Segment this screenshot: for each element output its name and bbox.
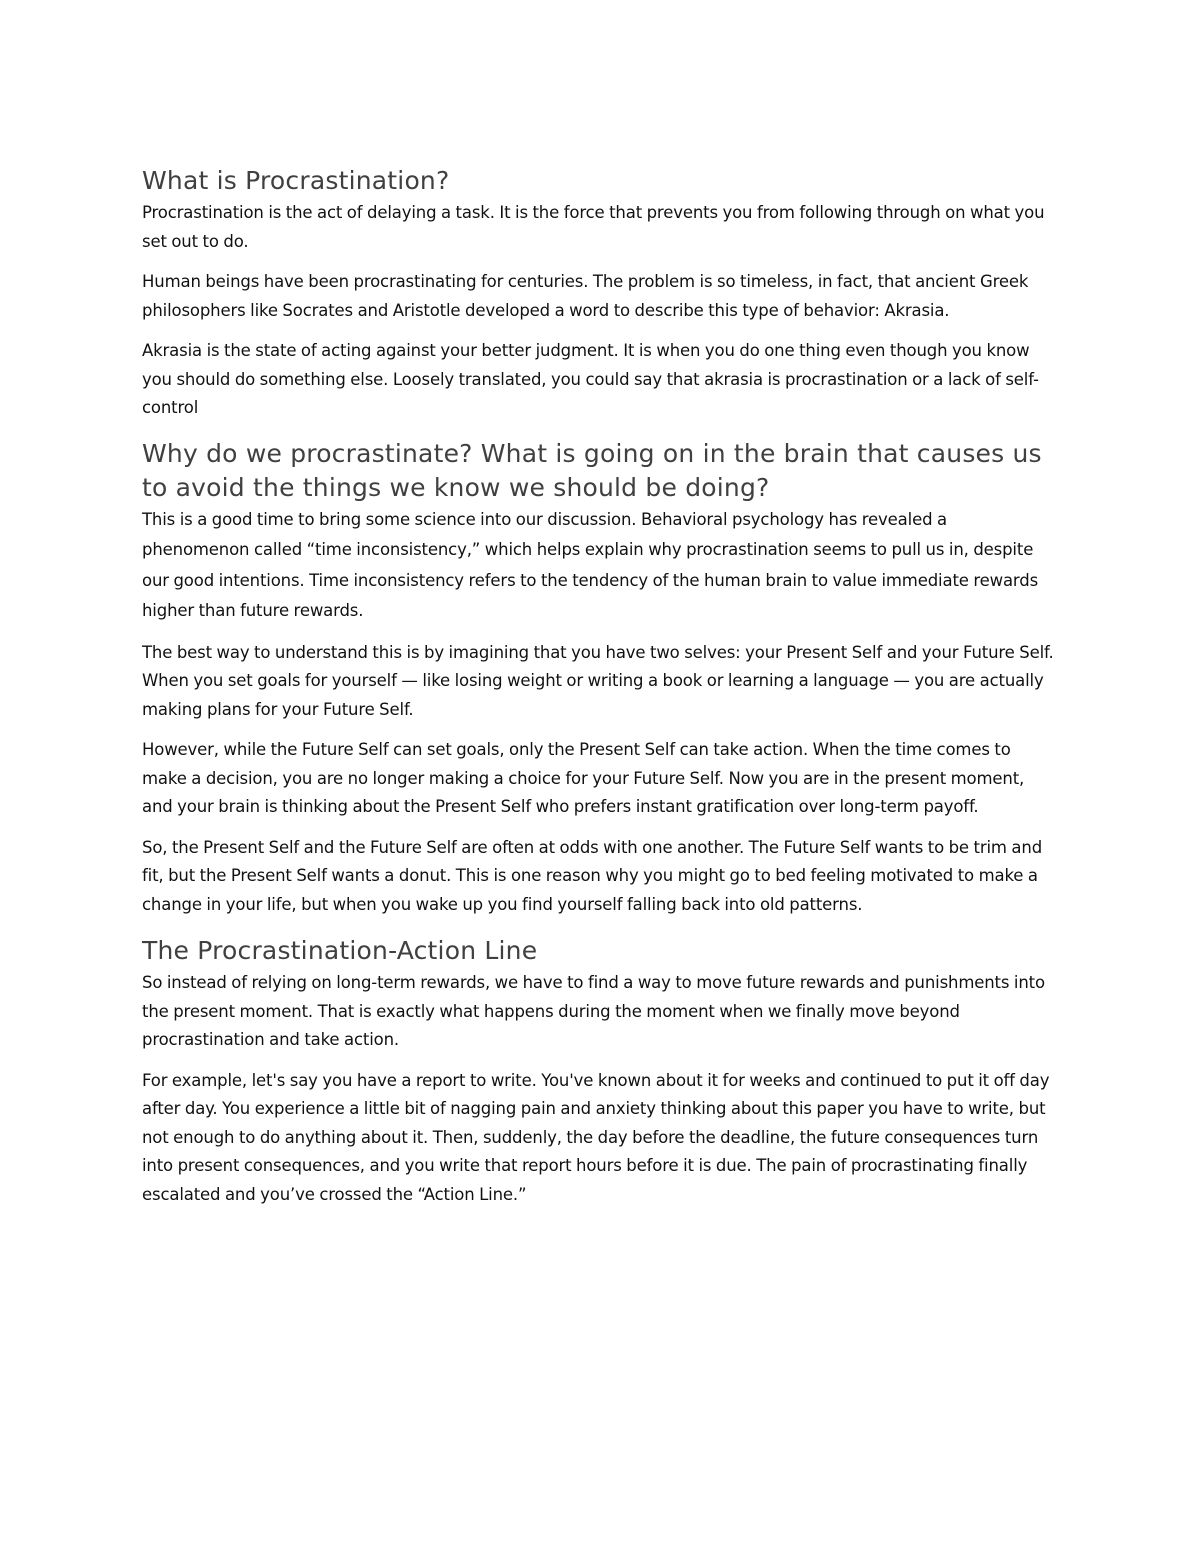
paragraph: Procrastination is the act of delaying a task. It is the force that prevents you from following through on what you set out to do. (142, 203, 1045, 251)
paragraph: So instead of relying on long-term rewards, we have to find a way to move future rewards and punishments into the present moment. That is exactly what happens during the moment when we finally move beyond procrastination and take action. (142, 973, 1045, 1049)
section-heading: The Procrastination-Action Line (142, 936, 538, 965)
paragraph: However, while the Future Self can set goals, only the Present Self can take action. When the time comes to make a decision, you are no longer making a choice for your Future Self. Now you are in the present moment, and your brain is thinking about the Present Self who prefers instant gratification over long-term payoff. (142, 740, 1025, 816)
document-page (142, 163, 1057, 1221)
section-heading: Why do we procrastinate? What is going on in the brain that causes us to avoid the things we know we should be doing? (142, 438, 1042, 502)
section-why-procrastinate (142, 437, 1057, 920)
paragraph: So, the Present Self and the Future Self are often at odds with one another. The Future Self wants to be trim and fit, but the Present Self wants a donut. This is one reason why you might go to bed feeling motivated to make a change in your life, but when you wake up you find yourself falling back into old patterns. (142, 837, 1043, 914)
section-what-is-procrastination (142, 163, 1057, 423)
paragraph: Akrasia is the state of acting against your better judgment. It is when you do one thing even though you know you should do something else. Loosely translated, you could say that akrasia is procrastination or a lack of self-control (142, 341, 1039, 417)
paragraph: The best way to understand this is by imagining that you have two selves: your Present Self and your Future Self. When you set goals for yourself — like losing weight or writing a book or learning a language — you are actually making plans for your Future Self. (142, 642, 1054, 719)
paragraph: This is a good time to bring some science into our discussion. Behavioral psychology has revealed a phenomenon called “time inconsistency,” which helps explain why procrastination seems to pull us in, despite our good intentions. Time inconsistency refers to the tendency of the human brain to value immediate rewards higher than future rewards. (142, 509, 1039, 620)
paragraph: Human beings have been procrastinating for centuries. The problem is so timeless, in fact, that ancient Greek philosophers like Socrates and Aristotle developed a word to describe this type of behavior: Akrasia. (142, 272, 1029, 320)
paragraph: For example, let's say you have a report to write. You've known about it for weeks and continued to put it off day after day. You experience a little bit of nagging pain and anxiety thinking about this paper you have to write, but not enough to do anything about it. Then, suddenly, the day before the deadline, the future consequences turn into present consequences, and you write that report hours before it is due. The pain of procrastinating finally escalated and you’ve crossed the “Action Line.” (142, 1070, 1050, 1204)
section-heading: What is Procrastination? (142, 166, 450, 195)
section-procrastination-action-line (142, 933, 1057, 1209)
